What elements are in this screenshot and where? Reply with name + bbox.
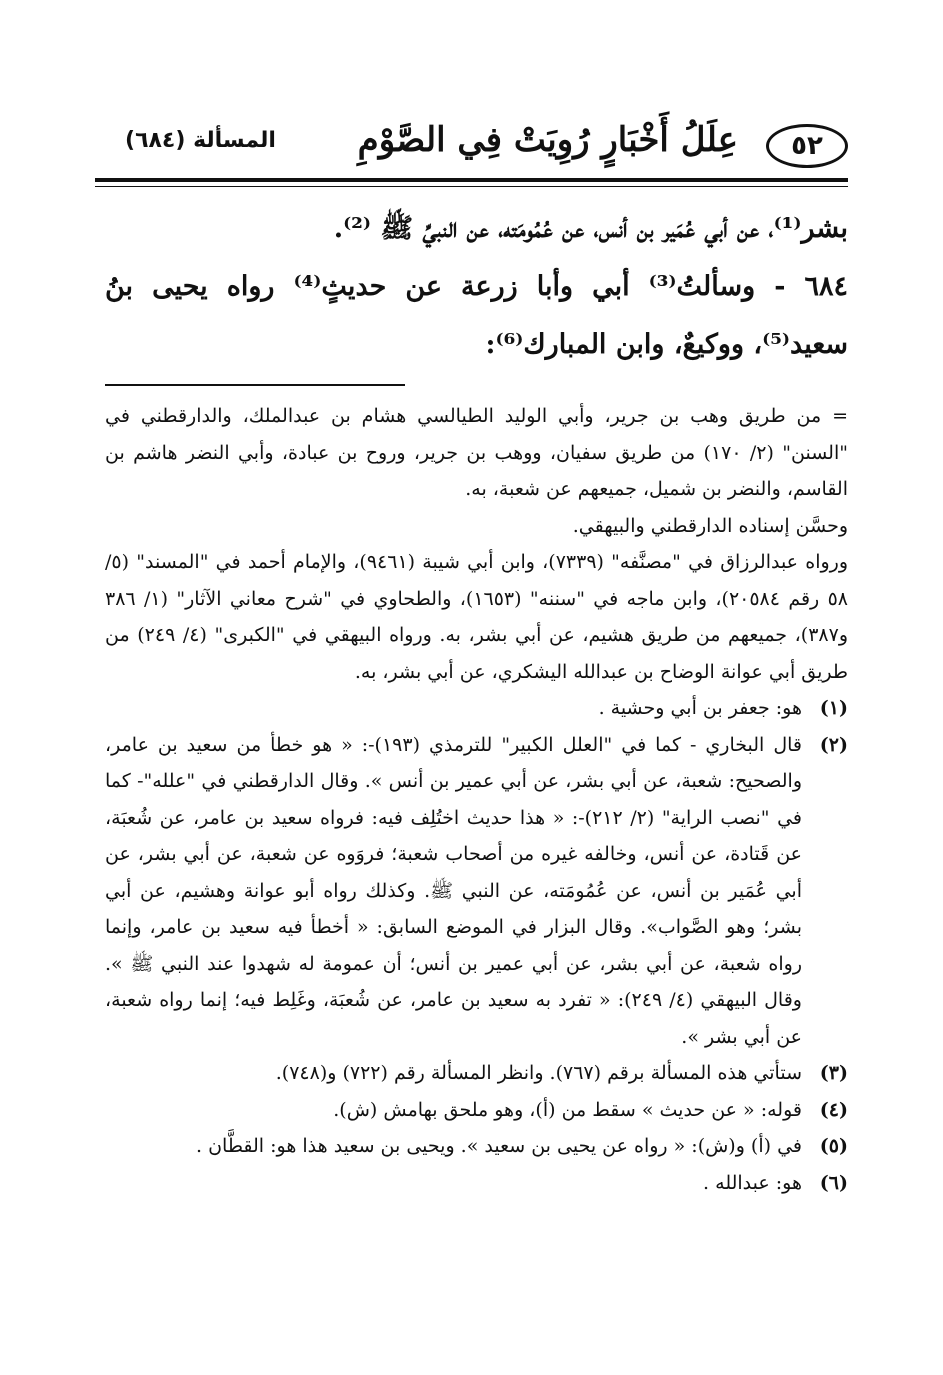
footnote-number: (٦) — [819, 1171, 848, 1194]
footnote-item — [105, 727, 848, 1056]
footnote-text: هو: جعفر بن أبي وحشية . — [598, 697, 802, 719]
footnotes — [105, 398, 848, 1201]
footnote-item — [105, 690, 848, 727]
footnote-number: (٤) — [819, 1098, 848, 1121]
header-rule-thin — [95, 186, 848, 187]
footnote-item — [105, 1128, 848, 1165]
footnote-continuation: = من طريق وهب بن جرير، وأبي الوليد الطيالسي هشام بن عبدالملك، والدارقطني في "السنن" (٢/ ١٧٠) من طريق سفيان، ووهب بن جرير، وروح بن عبادة، وأبي النضر هاشم بن القاسم، والنضر بن شميل، جميعهم عن شعبة، به. — [105, 405, 848, 500]
footnote-number: (٣) — [819, 1062, 848, 1084]
footnote-item — [105, 1055, 848, 1092]
footnote-item — [105, 1092, 848, 1129]
page-header — [95, 118, 848, 176]
footnote-text: ستأتي هذه المسألة برقم (٧٦٧). وانظر المسألة رقم (٧٢٢) و(٧٤٨). — [275, 1062, 802, 1084]
book-title: عِلَلُ أَخْبَارٍ رُوِيَتْ فِي الصَّوْمِ — [357, 120, 738, 160]
footnote-number: (٢) — [819, 733, 848, 756]
footnote-text: قال البخاري - كما في "العلل الكبير" للترمذي (١٩٣)-: « هو خطأ من سعيد بن عامر، والصحيح: شعبة، عن أبي بشر، عن أبي عمير بن أنس ». وقال الدارقطني في "علله"- كما في "نصب الراية" (٢/ ٢١٢)-: « هذا حديث اختُلِف فيه: فرواه سعيد بن عامر، عن شُعبَة، عن قَتادة، عن أنس، وخالفه غيره من أصحاب شعبة؛ فروَوه عن شعبة، عن أبي بشر، عن أبي عُمَير بن أنس، عن عُمُومَته، عن النبي ﷺ. وكذلك رواه أبو عوانة وهشيم، عن أبي بشر؛ وهو الصَّواب». وقال البزار في الموضع السابق: « أخطأ فيه سعيد بن عامر، وإنما رواه شعبة، عن أبي بشر، عن أبي عمير بن أنس؛ أن عمومة له شهدوا عند النبي ﷺ ». وقال البيهقي (٤/ ٢٤٩): « تفرد به سعيد بن عامر، عن شُعبَة، وغَلِط فيه؛ إنما رواه شعبة، عن أبي بشر ». — [105, 733, 803, 1048]
footnote-separator — [105, 384, 405, 386]
footnote-text: في (أ) و(ش): « رواه عن يحيى بن سعيد ». ويحيى بن سعيد هذا هو: القطَّان . — [196, 1135, 802, 1157]
page-number: ٥٢ — [766, 124, 848, 168]
footnote-number: (٥) — [819, 1135, 848, 1157]
footnote-continuation: ورواه عبدالرزاق في "مصنَّفه" (٧٣٣٩)، وابن أبي شيبة (٩٤٦١)، والإمام أحمد في "المسند" (٥/ ٥٨ رقم ٢٠٥٨٤)، وابن ماجه في "سننه" (١٦٥٣)، والطحاوي في "شرح معاني الآثار" (١/ ٣٨٦ و٣٨٧)، جميعهم من طريق هشيم، عن أبي بشر، به. ورواه البيهقي في "الكبرى" (٤/ ٢٤٩) من طريق أبي عوانة الوضاح بن عبدالله اليشكري، عن أبي بشر، به. — [105, 551, 848, 683]
footnote-continuation: وحسَّن إسناده الدارقطني والبيهقي. — [572, 514, 848, 537]
footnote-item — [105, 1165, 848, 1202]
main-text — [105, 200, 848, 374]
main-line-1: بشر⁽¹⁾، عن أبي عُمَير بن أنس، عن عُمُومَته، عن النبيِّ ﷺ ⁽²⁾. — [333, 213, 848, 244]
footnote-text: قوله: « عن حديث » سقط من (أ)، وهو ملحق بهامش (ش). — [333, 1098, 802, 1121]
header-rule-thick — [95, 178, 848, 182]
footnote-text: هو: عبدالله . — [703, 1171, 802, 1194]
section-reference: المسألة (٦٨٤) — [125, 128, 276, 153]
footnote-number: (١) — [819, 697, 848, 719]
main-line-2: ٦٨٤ - وسألتُ⁽³⁾ أبي وأبا زرعة عن حديثٍ⁽⁴⁾ رواه يحيى بنُ سعيد⁽⁵⁾، ووكيعٌ، وابن المبارك⁽⁶⁾: — [105, 271, 848, 360]
